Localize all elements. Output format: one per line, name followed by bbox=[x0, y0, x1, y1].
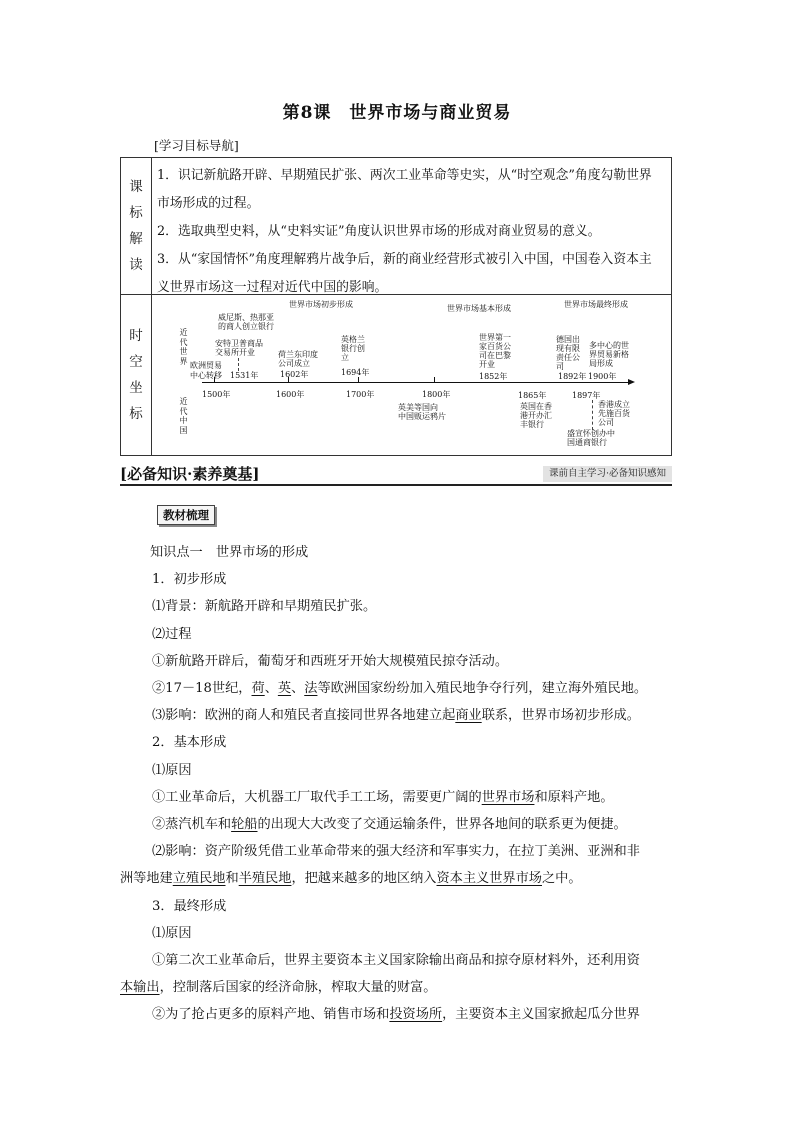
text-run: 的出现大大改变了交通运输条件，世界各地间的联系更为便捷。 bbox=[257, 817, 627, 833]
event-label: 局形成 bbox=[589, 359, 613, 368]
phase-label: 世界市场基本形成 bbox=[447, 304, 511, 313]
event-label: 公司 bbox=[598, 418, 614, 427]
event-label: 港开办汇 bbox=[520, 411, 552, 420]
lesson-content bbox=[120, 539, 676, 1029]
text-run: ⑶影响：欧洲的商人和殖民者直接同世界各地建立起 bbox=[152, 708, 456, 724]
event-year: 1865年 bbox=[518, 391, 547, 400]
event-label: 立 bbox=[341, 353, 349, 362]
text-run: ①工业革命后，大机器工厂取代手工工场，需要更广阔的 bbox=[152, 789, 482, 805]
paragraph bbox=[120, 1001, 676, 1028]
answer-blank: 投资场所 bbox=[389, 1007, 443, 1023]
section-heading: [必备知识·素养奠基] bbox=[120, 465, 260, 483]
event-year: 1602年 bbox=[280, 370, 309, 379]
answer-blank: 立殖民地 bbox=[172, 871, 226, 887]
goal-item: 1．识记新航路开辟、早期殖民扩张、两次工业革命等史实，从“时空观念”角度勾勒世界市场形成的过程。 bbox=[157, 168, 652, 211]
text-run: ，主要资本主义国家掀起瓜分世界 bbox=[442, 1007, 640, 1023]
paragraph: ⑴原因 bbox=[152, 925, 192, 941]
side-char: 读 bbox=[129, 257, 143, 273]
event-label: 丰银行 bbox=[520, 420, 544, 429]
timeline-side-label bbox=[121, 295, 152, 455]
answer-blank: 半殖民地 bbox=[238, 871, 292, 887]
side-char: 课 bbox=[129, 179, 143, 195]
event-label: 公司成立 bbox=[278, 359, 310, 368]
event-label: 荷兰东印度 bbox=[278, 350, 318, 359]
text-run: ，控制落后国家的经济命脉，榨取大量的财富。 bbox=[159, 980, 437, 996]
paragraph bbox=[120, 974, 676, 1001]
lesson-title: 第8课 世界市场与商业贸易 bbox=[282, 103, 512, 123]
text-run: 等欧洲国家纷纷加入殖民地争夺行列，建立海外殖民地。 bbox=[317, 681, 648, 697]
event-label: 中国贩运鸦片 bbox=[398, 412, 446, 421]
event-label: 责任公 bbox=[556, 353, 580, 362]
paragraph: ⑴背景：新航路开辟和早期殖民扩张。 bbox=[152, 599, 377, 615]
event-label: 德国出 bbox=[556, 335, 580, 344]
china-label: 近代中国 bbox=[179, 397, 188, 435]
paragraph: ①新航路开辟后，葡萄牙和西班牙开始大规模殖民掠夺活动。 bbox=[152, 653, 509, 669]
study-goals-label: [学习目标导航] bbox=[154, 138, 239, 153]
event-label: 现有限 bbox=[556, 344, 580, 353]
paragraph bbox=[120, 784, 676, 811]
section-header bbox=[120, 462, 672, 486]
answer-blank: 轮船 bbox=[231, 817, 258, 833]
event-label: 开业 bbox=[479, 360, 495, 369]
event-label: 多中心的世 bbox=[589, 341, 629, 350]
text-run: 和 bbox=[225, 871, 239, 887]
section-divider bbox=[120, 484, 672, 486]
year-label: 1700年 bbox=[346, 390, 375, 399]
text-run: 和原料产地。 bbox=[534, 789, 614, 805]
paragraph: ⑴原因 bbox=[152, 762, 192, 778]
event-year: 1897年 bbox=[572, 391, 601, 400]
answer-blank: 资本主义世界市场 bbox=[436, 871, 542, 887]
event-label: 欧洲贸易中心转移 bbox=[190, 361, 222, 380]
goals-list bbox=[157, 162, 663, 302]
event-label: 司 bbox=[556, 362, 564, 371]
event-year: 1531年 bbox=[230, 371, 259, 380]
paragraph bbox=[120, 702, 676, 729]
event-year: 1900年 bbox=[588, 372, 617, 381]
event-year: 1852年 bbox=[479, 372, 508, 381]
event-label: 安特卫普商品 bbox=[215, 339, 263, 348]
event-label: 香港成立 bbox=[598, 400, 630, 409]
textbook-review-badge: 教材梳理 bbox=[157, 505, 215, 525]
event-label: 的商人创立银行 bbox=[218, 322, 274, 331]
text-run: 之中。 bbox=[542, 871, 582, 887]
answer-blank: 商业 bbox=[455, 708, 482, 724]
event-label: 司在巴黎 bbox=[479, 351, 511, 360]
goals-side-label bbox=[121, 158, 152, 294]
side-char: 空 bbox=[129, 354, 143, 370]
paragraph: ⑵过程 bbox=[152, 626, 192, 642]
event-connector bbox=[238, 358, 239, 371]
event-label: 界贸易新格 bbox=[589, 350, 629, 359]
section-tag: 课前自主学习·必备知识感知 bbox=[543, 466, 672, 482]
year-label: 1500年 bbox=[202, 390, 231, 399]
subheading: 3．最终形成 bbox=[152, 898, 227, 914]
world-label: 近代世界 bbox=[179, 328, 188, 366]
answer-blank: 荷 bbox=[251, 681, 265, 697]
side-char: 标 bbox=[129, 205, 143, 221]
event-label: 先施百货 bbox=[598, 409, 630, 418]
text-run: 联系，世界市场初步形成。 bbox=[481, 708, 640, 724]
event-label: 盛宣怀创办中 bbox=[567, 429, 615, 438]
phase-label: 世界市场初步形成 bbox=[289, 300, 353, 309]
event-label: 英国在香 bbox=[520, 402, 552, 411]
timeline-axis bbox=[202, 382, 630, 383]
event-label: 英格兰 bbox=[341, 335, 365, 344]
event-year: 1694年 bbox=[341, 368, 370, 377]
subheading: 2．基本形成 bbox=[152, 735, 227, 751]
event-label: 银行创 bbox=[341, 344, 365, 353]
answer-blank: 法 bbox=[304, 681, 318, 697]
year-label: 1800年 bbox=[422, 390, 451, 399]
side-char: 标 bbox=[129, 406, 143, 422]
year-label: 1600年 bbox=[276, 390, 305, 399]
event-label: 国通商银行 bbox=[567, 438, 607, 447]
text-run: ，把越来越多的地区纳入 bbox=[291, 871, 437, 887]
event-label: 交易所开业 bbox=[215, 348, 255, 357]
side-char: 时 bbox=[129, 328, 143, 344]
paragraph bbox=[120, 675, 676, 702]
axis-tick bbox=[434, 377, 435, 382]
subheading: 1．初步形成 bbox=[152, 572, 227, 588]
text-run: 洲等地建 bbox=[120, 871, 173, 887]
event-label: 家百货公 bbox=[479, 342, 511, 351]
axis-arrow-icon bbox=[628, 379, 635, 385]
event-label: 世界第一 bbox=[479, 333, 511, 342]
text-run: 、 bbox=[264, 681, 278, 697]
text-run: ②17－18世纪， bbox=[152, 681, 252, 697]
text-run: ②为了抢占更多的原料产地、销售市场和 bbox=[152, 1007, 390, 1023]
side-char: 解 bbox=[129, 231, 143, 247]
paragraph bbox=[120, 811, 676, 838]
event-label: 英美等国向 bbox=[398, 403, 438, 412]
phase-label: 世界市场最终形成 bbox=[564, 300, 628, 309]
paragraph: ⑵影响：资产阶级凭借工业革命带来的强大经济和军事实力，在拉丁美洲、亚洲和非 bbox=[152, 844, 640, 860]
goal-item: 3．从“家国情怀”角度理解鸦片战争后，新的商业经营形式被引入中国，中国卷入资本主义世界市场这一过程对近代中国的影响。 bbox=[157, 252, 652, 295]
text-run: ②蒸汽机车和 bbox=[152, 817, 232, 833]
knowledge-point-heading: 知识点一 世界市场的形成 bbox=[150, 545, 309, 560]
event-connector bbox=[592, 400, 593, 430]
paragraph: ①第二次工业革命后，世界主要资本主义国家除输出商品和掠夺原材料外，还利用资 bbox=[152, 953, 640, 969]
paragraph bbox=[120, 865, 676, 892]
event-label: 威尼斯、热那亚 bbox=[218, 313, 274, 322]
answer-blank: 世界市场 bbox=[481, 789, 535, 805]
axis-tick bbox=[358, 377, 359, 382]
text-run: 、 bbox=[291, 681, 305, 697]
timeline-box bbox=[120, 295, 672, 456]
answer-blank: 本输出 bbox=[120, 980, 160, 996]
timeline-diagram bbox=[152, 295, 672, 455]
curriculum-goals-box bbox=[120, 157, 672, 295]
answer-blank: 英 bbox=[277, 681, 292, 697]
goal-item: 2．选取典型史料，从“史料实证”角度认识世界市场的形成对商业贸易的意义。 bbox=[157, 224, 601, 239]
event-year: 1892年 bbox=[558, 372, 587, 381]
side-char: 坐 bbox=[129, 380, 143, 396]
